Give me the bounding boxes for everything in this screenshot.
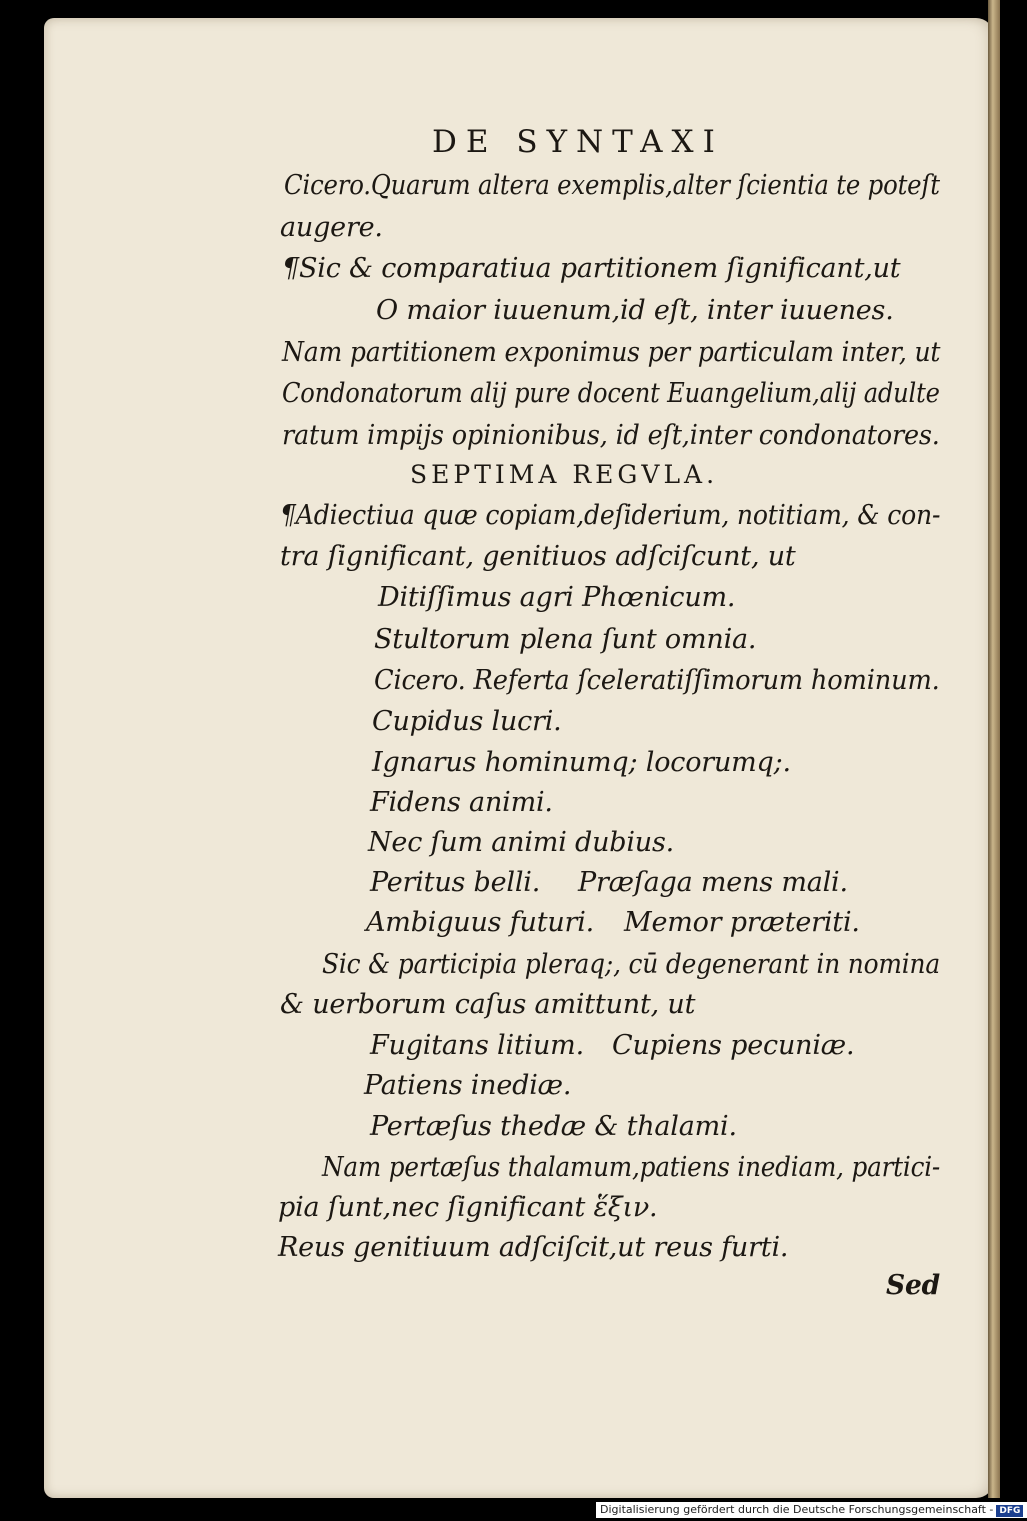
text-line: Condonatorum alij pure docent Euangelium,alij adulte: [282, 378, 940, 409]
example-line: Ignarus hominumq; locorumq;.: [372, 747, 791, 778]
text-line: O maior iuuenum,id eſt, inter iuuenes.: [376, 295, 894, 326]
section-heading: SEPTIMA REGVLA.: [410, 460, 719, 489]
example-line: Ditiſſimus agri Phœnicum.: [378, 582, 736, 613]
example-line: Cicero. Referta ſceleratiſſimorum hominum.: [374, 665, 940, 696]
text-line: Reus genitiuum adſciſcit,ut reus furti.: [278, 1232, 789, 1263]
text-line: ¶Adiectiua quæ copiam,deſiderium, notitiam, & con‐: [280, 500, 941, 531]
footer-text: Digitalisierung gefördert durch die Deutsche Forschungsgemeinschaft -: [600, 1503, 994, 1516]
text-line: augere.: [280, 212, 383, 243]
example-line: Pertæſus thedæ & thalami.: [370, 1111, 737, 1142]
example-line: Cupidus lucri.: [372, 706, 562, 737]
text-line: pia ſunt,nec ſignificant ἕξιν.: [278, 1192, 658, 1223]
example-line: Præſaga mens mali.: [578, 867, 848, 898]
example-line: Fidens animi.: [370, 787, 553, 818]
text-line: Sic & participia pleraq;, cū degenerant in nomina: [322, 949, 941, 980]
page-edge: [988, 0, 1000, 1498]
text-line: tra ſignificant, genitiuos adſciſcunt, ut: [280, 541, 796, 572]
example-line: Nec ſum animi dubius.: [368, 827, 675, 858]
dfg-logo: DFG: [996, 1505, 1023, 1517]
example-line: Stultorum plena ſunt omnia.: [374, 624, 757, 655]
text-line: Cicero.Quarum altera exemplis,alter ſcientia te poteſt: [284, 170, 940, 201]
text-line: & uerborum caſus amittunt, ut: [280, 989, 696, 1020]
text-line: ratum impijs opinionibus, id eſt,inter condonatores.: [282, 420, 940, 451]
example-line: Fugitans litium.: [370, 1030, 584, 1061]
example-line: Memor præteriti.: [624, 907, 860, 938]
example-line: Ambiguus futuri.: [366, 907, 595, 938]
text-line: Nam pertæſus thalamum,patiens inediam, partici‐: [322, 1152, 941, 1183]
catchword: Sed: [886, 1270, 940, 1301]
footer-credit: [596, 1502, 1027, 1518]
example-line: Cupiens pecuniæ.: [612, 1030, 855, 1061]
example-line: Peritus belli.: [370, 867, 541, 898]
text-line: ¶Sic & comparatiua partitionem ſignificant,ut: [282, 253, 901, 284]
example-line: Patiens inediæ.: [364, 1070, 572, 1101]
running-head: DE SYNTAXI: [432, 124, 724, 160]
text-line: Nam partitionem exponimus per particulam inter, ut: [282, 337, 941, 368]
